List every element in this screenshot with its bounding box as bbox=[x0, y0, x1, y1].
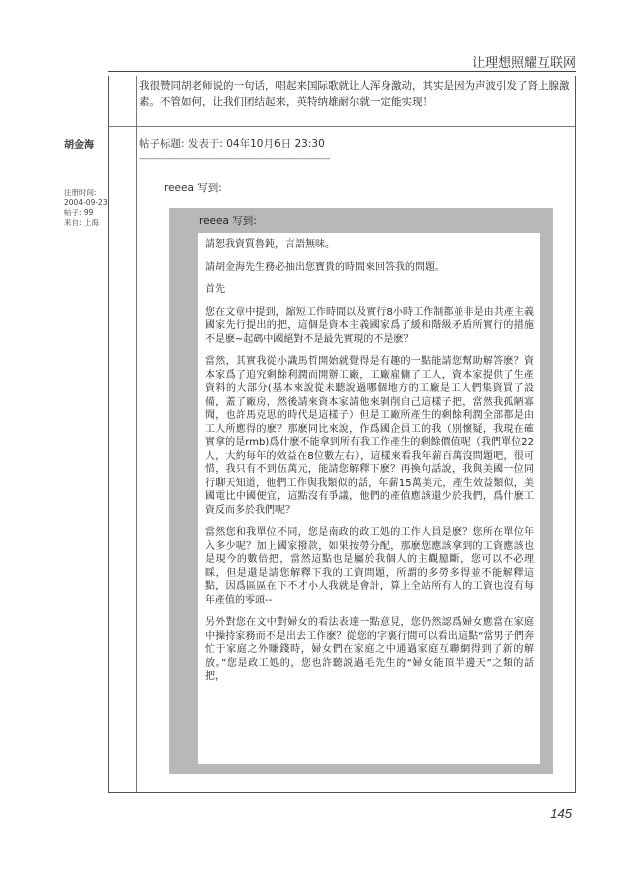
post-divider: -------------------------------------------------------------------------------- bbox=[139, 154, 330, 163]
meta-line: 来自: 上海 bbox=[64, 218, 99, 227]
quote-paragraph: 另外對您在文中對婦女的看法表達一點意見，您仍然認爲婦女應當在家庭中操持家務而不是出去工作麽？從您的字裏行間可以看出這點“當男子們奔忙于家庭之外賺錢時，婦女們在家庭之中通過家庭互聯網得到了新的解放。”您是政工処的，您也許聽説過毛先生的“婦女能頂半邊天”之類的話把， bbox=[205, 617, 534, 682]
quote-box-inner bbox=[198, 233, 540, 764]
page-number: 145 bbox=[550, 806, 572, 821]
book-header: 让理想照耀互联网 bbox=[471, 56, 576, 71]
quote-paragraph: 首先 bbox=[205, 284, 225, 295]
quote-paragraph: 當然您和我單位不同，您是南政的政工処的工作人員是麽？您所在單位年入多少呢？加上國家撥款，如果按勞分配，那麽您應該拿到的工資應該也是現今的數倍把，當然這點也是屬於我個人的主觀臆斷，您可以不必理睬，但是還是請您解釋下我的工資問題，所謂的多勞多得並不能解釋這點，因爲區區在下不才小人我就是會計，算上全站所有人的工資也沒有每年產值的零頭-- bbox=[205, 527, 534, 606]
post-author: 胡金海 bbox=[64, 140, 94, 151]
meta-line: 注册时间: bbox=[64, 188, 97, 197]
quote-label-inner: reeea 写到: bbox=[199, 215, 257, 227]
quote-box-outer bbox=[169, 208, 553, 774]
quote-paragraph: 當然，其實我從小識馬哲開始就覺得是有趣的一點能請您幫助解答麽？資本家爲了追究剩餘利潤而開辦工廠，工廠雇傭了工人，資本家提供了生產資料的大部分(基本來說從未聽說過哪個地方的工廠是工人們集資買了設備，蓋了廠房，然後請來資本家請他來剝削自己這樣子把，當然我孤陋寡聞，也許馬克思的時代是這樣子）但是工廠所產生的剩餘利潤全部都是由工人所應得的麽？那麽同比來說，作爲國企員工的我（別懷疑，我現在確實拿的是rmb)爲什麽不能拿到所有我工作產生的剩餘價值呢（我們單位22人，大約每年的效益在8位數左右），這樣來看我年薪百萬沒問題吧，很可惜，我只有不到伍萬元，能請您解釋下麽？再換句話說，我與美國一位同行聊天知道，他們工作與我類似的話，年薪15萬美元，產生效益類似，美國電比中國便宜，這點沒有爭議，他們的產值應該還少於我們，爲什麽工資反而多於我們呢？ bbox=[205, 356, 534, 516]
quote-label-outer: reeea 写到: bbox=[164, 182, 222, 194]
quote-paragraph: 您在文章中提到，縮短工作時間以及實行8小時工作制都並非是由共產主義國家先行提出的把，這個是資本主義國家爲了緩和階級矛盾所實行的措施不是麽~起碼中國絕對不是最先實現的不是麽？ bbox=[205, 306, 534, 345]
meta-line: 2004-09-23 bbox=[64, 198, 108, 207]
quote-paragraph: 請胡金海先生務必抽出您寶貴的時間來回答我的問題。 bbox=[205, 261, 445, 273]
column-divider bbox=[136, 76, 137, 792]
header-rule bbox=[108, 71, 576, 72]
post-title-line: 帖子标题: 发表于: 04年10月6日 23:30 bbox=[139, 138, 325, 150]
previous-post-text: 我很赞同胡老师说的一句话，唱起来国际歌就让人浑身激动，其实是因为声波引发了肾上腺激素。不管如何，让我们团结起来，英特纳雄耐尔就一定能实现！ bbox=[139, 80, 570, 108]
meta-line: 帖子: 99 bbox=[64, 208, 94, 217]
quote-paragraph: 請恕我資質魯鈍，言語無味。 bbox=[205, 239, 335, 250]
author-meta bbox=[64, 188, 134, 228]
previous-post-row bbox=[109, 76, 575, 127]
forum-table bbox=[64, 76, 576, 793]
